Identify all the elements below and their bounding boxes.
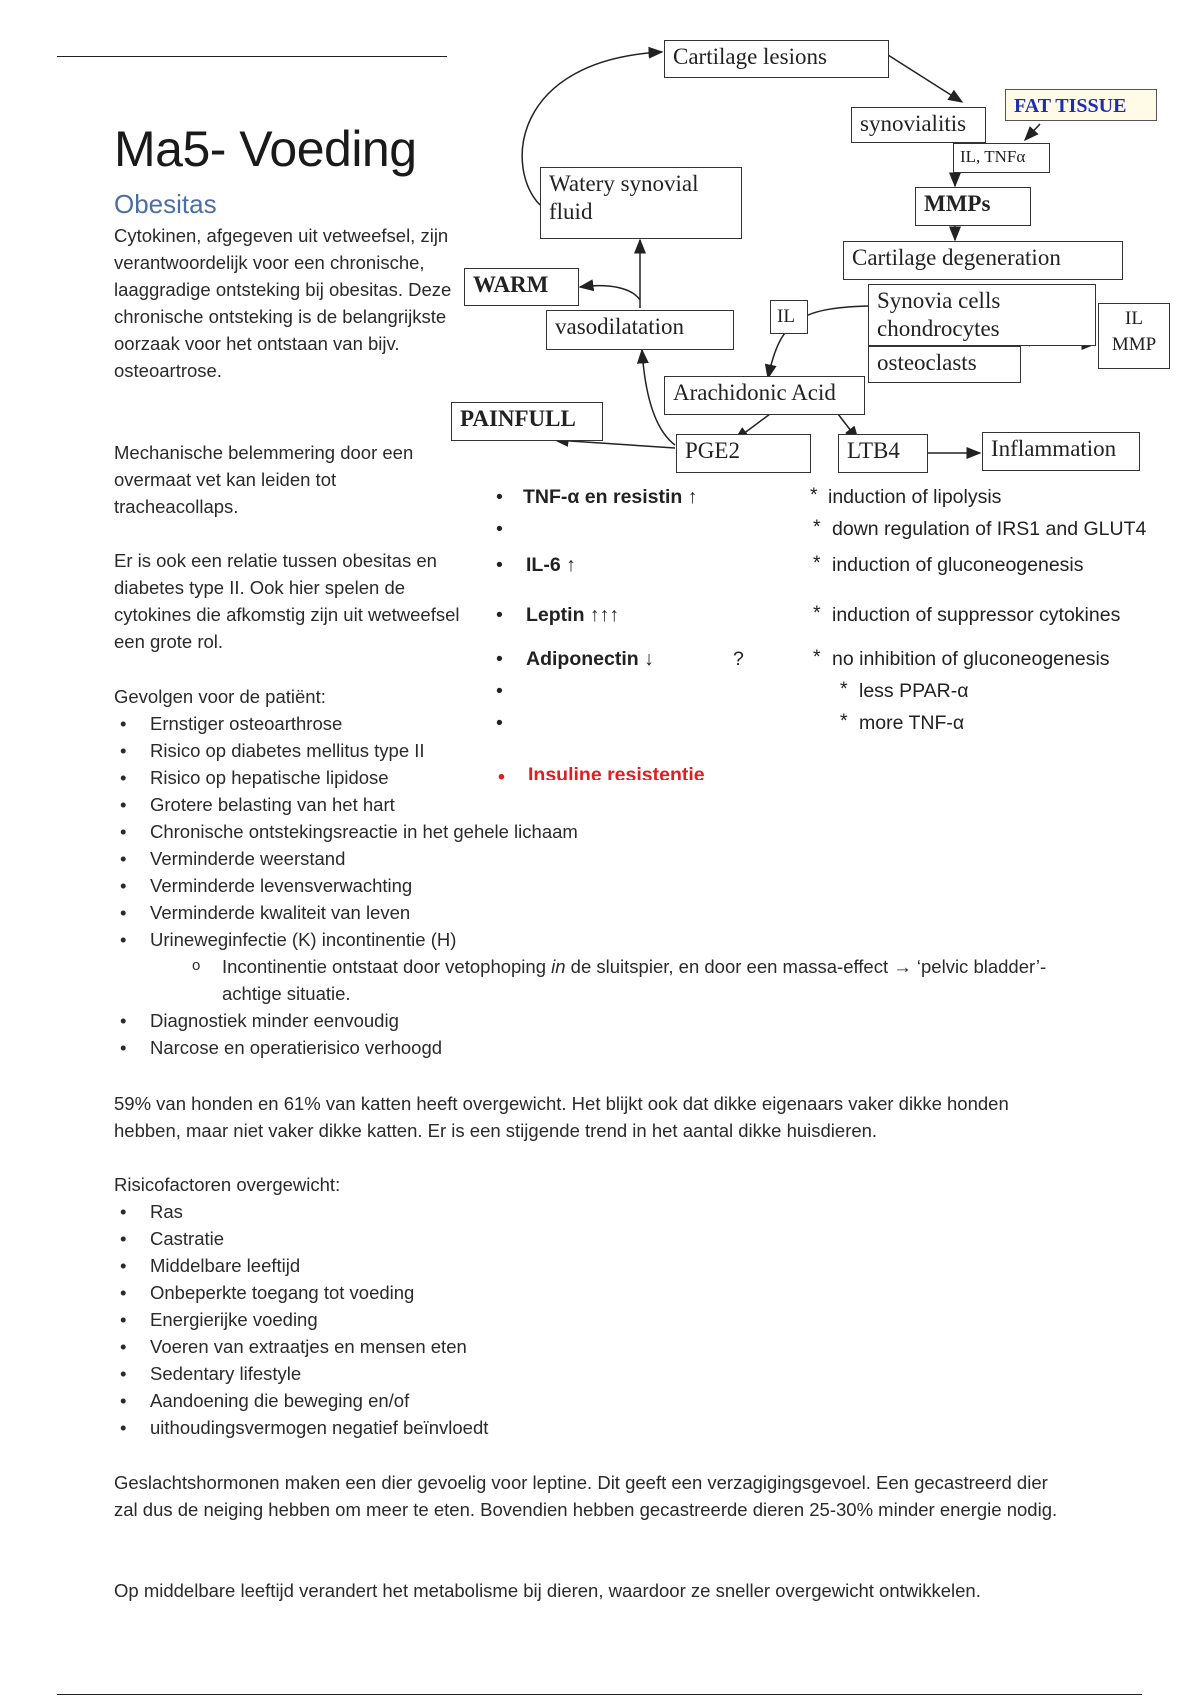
osteoarthritis-diagram [0, 0, 1200, 800]
effect-r3: induction of gluconeogenesis [832, 554, 1084, 576]
metabolism-paragraph: Op middelbare leeftijd verandert het metabolisme bij dieren, waardoor ze sneller overgewicht ontwikkelen. [114, 1580, 981, 1601]
box-osteoclasts: osteoclasts [868, 346, 1021, 383]
box-mmps: MMPs [915, 187, 1031, 226]
list-item: • Verminderde kwaliteit van leven [114, 899, 1114, 926]
box-warm: WARM [464, 268, 579, 306]
list-item: • Ernstiger osteoarthrose [114, 710, 1114, 737]
effect-leptin: Leptin ↑↑↑ [526, 604, 620, 626]
effect-il6: IL-6 ↑ [526, 554, 576, 576]
bullet-red: • [498, 766, 505, 780]
stats-paragraph: 59% van honden en 61% van katten heeft overgewicht. Het blijkt ook dat dikke eigenaars vaker dikke honden hebben, maar niet vaker dikke katten. Er is een stijgende trend in het aantal dikke huisdieren. [114, 1093, 1009, 1141]
synovia-line1: Synovia cells [877, 288, 1001, 313]
list-item: • Castratie [114, 1225, 1014, 1252]
effect-r4: induction of suppressor cytokines [832, 604, 1121, 626]
list-item: • Middelbare leeftijd [114, 1252, 1014, 1279]
bullet: • [496, 554, 503, 576]
box-vasodilatation: vasodilatation [546, 310, 734, 350]
list-item: • Aandoening die beweging en/of [114, 1387, 1014, 1414]
list-item: • Diagnostiek minder eenvoudig [114, 1007, 1114, 1034]
list-item: • Sedentary lifestyle [114, 1360, 1014, 1387]
arrow-fat-to-il [1025, 124, 1040, 140]
bottom-rule [57, 1694, 1142, 1695]
diabetes-paragraph: Er is ook een relatie tussen obesitas en diabetes type II. Ook hier spelen de cytokines die afkomstig zijn uit wetweefsel een grote rol. [114, 550, 460, 652]
list-item: • Voeren van extraatjes en mensen eten [114, 1333, 1014, 1360]
box-il-mmp [1098, 303, 1170, 369]
effect-tnf: TNF-α en resistin ↑ [523, 486, 698, 508]
list-item: • Verminderde levensverwachting [114, 872, 1114, 899]
risk-factors-list [114, 1198, 1014, 1441]
arrow-pge2-to-painfull [555, 440, 675, 448]
watery-line2: fluid [549, 199, 593, 224]
sub-list [186, 953, 1076, 1007]
il-mmp-line1: IL [1125, 308, 1143, 329]
list-item: • Energierijke voeding [114, 1306, 1014, 1333]
hormones-paragraph: Geslachtshormonen maken een dier gevoelig voor leptine. Dit geeft een verzagigingsgevoel. Een gecastreerd dier zal dus de neiging hebben om meer te eten. Bovendien hebben gecastreerde dieren 25-30% minder energie nodig. [114, 1472, 1058, 1520]
box-watery-synovial-fluid [540, 167, 742, 239]
synovia-line2: chondrocytes [877, 316, 1000, 341]
bullet: • [496, 648, 503, 670]
arrow-lesions-to-synovialitis [888, 55, 962, 102]
effect-r6: less PPAR-α [859, 680, 969, 702]
asterisk: * [840, 710, 848, 732]
il-mmp-line2: MMP [1111, 334, 1157, 355]
watery-line1: Watery synovial [549, 171, 699, 196]
bullet: • [496, 604, 503, 626]
consequences-heading: Gevolgen voor de patiënt: [114, 686, 326, 707]
box-arachidonic-acid: Arachidonic Acid [664, 376, 865, 415]
effect-r7: more TNF-α [859, 712, 965, 734]
box-ltb4: LTB4 [838, 434, 928, 473]
bullet: • [496, 680, 503, 702]
effect-insulin: Insuline resistentie [528, 764, 705, 780]
list-item: • Chronische ontstekingsreactie in het gehele lichaam [114, 818, 1114, 845]
effect-adiponectin: Adiponectin ↓ [526, 648, 654, 670]
list-item: • Ras [114, 1198, 1014, 1225]
box-il-tnf: IL, TNFα [953, 143, 1050, 173]
bullet: • [496, 518, 503, 540]
list-item: • Risico op hepatische lipidose [114, 764, 1114, 791]
arrow-vaso-to-warm [580, 286, 640, 300]
effect-question: ? [733, 648, 744, 670]
asterisk: * [840, 678, 848, 700]
risk-heading: Risicofactoren overgewicht: [114, 1174, 341, 1195]
box-painfull: PAINFULL [451, 402, 603, 441]
mechanical-paragraph: Mechanische belemmering door een overmaat vet kan leiden tot tracheacollaps. [114, 442, 414, 517]
effect-r2: down regulation of IRS1 and GLUT4 [832, 518, 1147, 540]
box-pge2: PGE2 [676, 434, 811, 473]
list-item: • Risico op diabetes mellitus type II [114, 737, 1114, 764]
consequences-list-more [114, 1007, 1114, 1061]
bullet: • [496, 712, 503, 734]
asterisk: * [813, 516, 821, 538]
box-cartilage-degeneration: Cartilage degeneration [843, 241, 1123, 280]
list-item: • Verminderde weerstand [114, 845, 1114, 872]
list-item: • Narcose en operatierisico verhoogd [114, 1034, 1114, 1061]
box-synovialitis: synovialitis [851, 107, 986, 143]
list-item: • Onbeperkte toegang tot voeding [114, 1279, 1014, 1306]
box-fat-tissue: FAT TISSUE [1005, 89, 1157, 121]
list-item: • Grotere belasting van het hart [114, 791, 1114, 818]
effect-r5: no inhibition of gluconeogenesis [832, 648, 1110, 670]
page-title: Ma5- Voeding [114, 121, 417, 177]
asterisk: * [813, 602, 821, 624]
section-subtitle: Obesitas [114, 189, 217, 219]
box-cartilage-lesions: Cartilage lesions [664, 40, 889, 78]
bullet: • [496, 486, 503, 508]
asterisk: * [813, 552, 821, 574]
effect-r1: induction of lipolysis [828, 486, 1002, 508]
list-item: • uithoudingsvermogen negatief beïnvloedt [114, 1414, 1014, 1441]
sub-list-wrap [186, 953, 1076, 1007]
cytokines-paragraph: Cytokinen, afgegeven uit vetweefsel, zijn verantwoordelijk voor een chronische, laaggradige ontsteking bij obesitas. Deze chronische ontsteking is de belangrijkste oorzaak voor het ontstaan van bijv. osteoartrose. [114, 225, 452, 381]
asterisk: * [813, 646, 821, 668]
box-il-left: IL [770, 300, 808, 334]
asterisk: * [810, 484, 818, 506]
sub-list-item: o Incontinentie ontstaat door vetophoping in de sluitspier, en door een massa-effect → ‘pelvic bladder’-achtige situatie. [186, 953, 1076, 1007]
box-inflammation: Inflammation [982, 432, 1140, 471]
list-item: • Urineweginfectie (K) incontinentie (H) [114, 926, 1114, 953]
box-synovia-cells [868, 284, 1096, 346]
